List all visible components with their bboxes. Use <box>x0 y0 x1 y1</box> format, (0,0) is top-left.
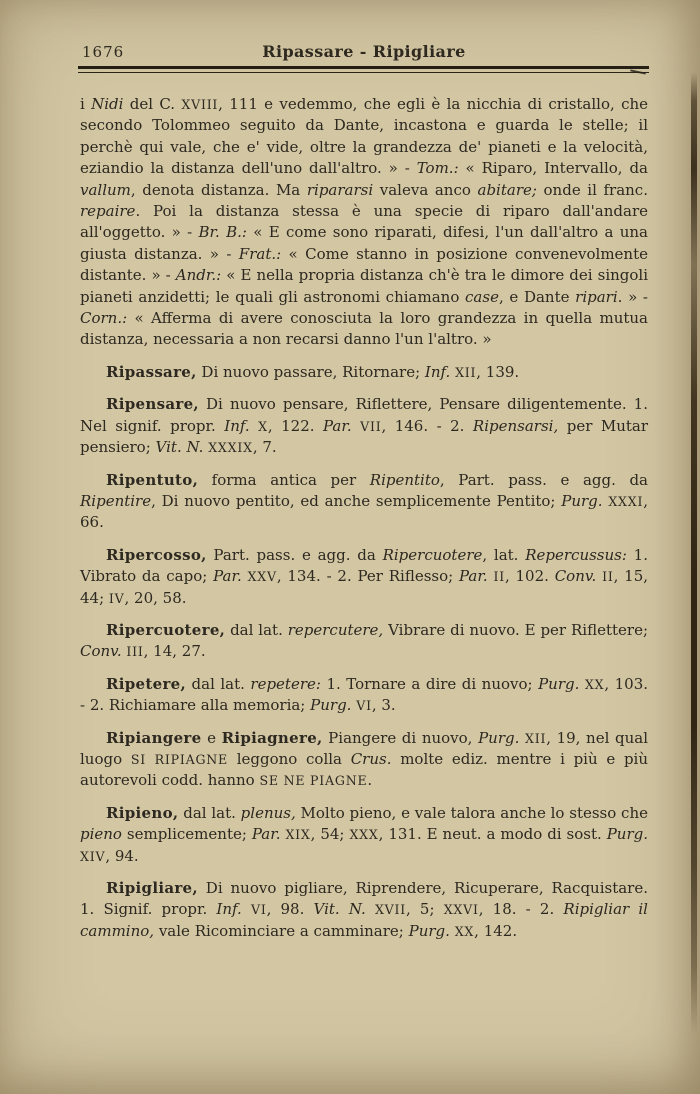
italic-text: Purg. <box>561 491 603 510</box>
entry-headword: Ripieno, <box>106 803 179 822</box>
text-segment: semplicemente; <box>121 825 252 844</box>
italic-text: Conv. <box>554 567 597 586</box>
text-segment: , 18. - 2. <box>478 900 564 919</box>
text-segment: dal lat. <box>178 803 241 822</box>
text-segment: Di nuovo pigliare, Riprendere, Ricuperare, Racquistare. 1. Signif. propr. <box>80 879 648 919</box>
italic-text: Ripentito <box>369 470 440 489</box>
entry-ripetere <box>80 674 648 717</box>
entry-headword: Ripensare, <box>106 395 199 414</box>
text-segment: « Afferma di avere conosciuta la loro grandezza in quella mutua distanza, necessaria a non recarsi danno l'un l'altro. » <box>80 309 648 349</box>
text-segment: Di nuovo pensare, Riflettere, Pensare diligentemente. 1. Nel signif. propr. <box>80 395 648 435</box>
text-segment: « Come stanno in posizione convenevolmente distante. » - <box>80 244 648 285</box>
italic-text: Par. <box>251 825 281 844</box>
text-segment: 1. Tornare a dire di nuovo; <box>320 674 539 693</box>
italic-text: Purg. <box>478 728 520 747</box>
ink-mark <box>630 69 646 74</box>
text-segment: , 111 e vedemmo, che egli è la nicchia di cristallo, che secondo Tolommeo seguito da Dante, incastona e guarda le stelle; il perchè qui vale, che e' vide, oltre la grandezza de' pianeti e la velocità, eziandio la distanza dell'uno dall'altro. » - <box>80 95 649 178</box>
entry-ripercuotere <box>80 620 648 663</box>
italic-text: Br. B.: <box>198 223 247 242</box>
entry-ripieno <box>80 803 648 867</box>
italic-text: Frat.: <box>238 244 282 263</box>
smallcaps-text: VII <box>360 418 382 434</box>
italic-text: Corn.: <box>80 309 128 328</box>
italic-text: abitare; <box>477 180 537 199</box>
entry-ripensare <box>80 394 648 458</box>
smallcaps-text: II <box>493 569 505 585</box>
text-segment: per Mutar pensiero; <box>80 416 648 457</box>
text-segment: Di nuovo passare, Ritornare; <box>196 362 425 381</box>
entry-headword: Ripentuto, <box>106 470 199 489</box>
text-segment: del C. <box>123 95 182 113</box>
text-segment: , 20, 58. <box>124 588 187 607</box>
entry-headword: Ripiangere <box>106 728 202 747</box>
text-segment: , 122. <box>267 416 323 435</box>
text-segment: . » - <box>617 287 649 306</box>
text-segment: , 14, 27. <box>143 642 206 661</box>
smallcaps-text: XXXI <box>608 493 644 509</box>
text-segment: , 146. - 2. <box>381 416 473 435</box>
text-segment: e <box>201 728 222 747</box>
text-segment: , 102. <box>504 567 555 586</box>
italic-text: Tom.: <box>416 159 459 178</box>
text-segment: , lat. <box>482 545 526 564</box>
text-segment: , 103. - 2. Richiamare alla memoria; <box>80 674 648 715</box>
text-segment: , denota distanza. Ma <box>130 180 307 199</box>
text-segment: , 7. <box>252 438 277 457</box>
entry-ripercosso <box>80 545 648 609</box>
text-segment: onde il franc. <box>536 180 648 199</box>
text-segment: . <box>367 771 373 790</box>
smallcaps-text: XXVI <box>443 902 479 918</box>
entry-ripiangere <box>80 728 648 792</box>
smallcaps-text: SI RIPIAGNE <box>130 751 228 767</box>
header-rule-thick <box>78 66 649 69</box>
italic-text: Inf. <box>424 362 451 381</box>
italic-text: vallum <box>80 180 131 199</box>
binding-edge-shadow <box>691 72 697 1034</box>
text-segment: Piangere di nuovo, <box>322 728 479 747</box>
italic-text: repetere: <box>250 674 321 693</box>
smallcaps-text: X <box>258 418 268 434</box>
text-segment <box>250 417 258 435</box>
smallcaps-text: XXV <box>247 569 277 585</box>
italic-text: Crus. <box>350 749 392 768</box>
text-segment: leggono colla <box>227 749 351 768</box>
page-header <box>80 42 648 62</box>
text-segment <box>366 900 375 918</box>
text-segment: , 66. <box>80 491 648 532</box>
text-segment: . Poi la distanza stessa è una specie di riparo dall'andare all'oggetto. » - <box>80 202 648 242</box>
header-rule-thin <box>78 72 649 73</box>
text-segment: , 131. E neut. a modo di sost. <box>378 825 607 844</box>
entry-ripentuto <box>80 470 648 534</box>
italic-text: Repercussus: <box>525 545 627 564</box>
italic-text: Ripercuotere <box>382 545 483 564</box>
smallcaps-text: XII <box>525 730 547 746</box>
italic-text: Ripensarsi, <box>472 416 559 435</box>
italic-text: Par. <box>323 416 352 435</box>
text-segment: , e Dante <box>498 287 576 306</box>
text-segment: , Di nuovo pentito, ed anche semplicemente Pentito; <box>151 491 562 510</box>
text-segment: Vibrare di nuovo. E per Riflettere; <box>383 620 648 639</box>
italic-text: Ripigliar il cammino, <box>80 900 648 940</box>
italic-text: Ripentire <box>80 491 152 510</box>
text-segment: « E nella propria distanza ch'è tra le dimore dei singoli pianeti anzidetti; le quali gli astronomi chiamano <box>80 266 649 306</box>
italic-text: Conv. <box>80 642 122 661</box>
italic-text: Andr.: <box>175 266 222 285</box>
page-body <box>80 94 648 942</box>
continuation-paragraph <box>80 94 648 351</box>
smallcaps-text: XIX <box>285 827 311 843</box>
text-segment: , 3. <box>371 696 396 715</box>
smallcaps-text: IV <box>108 590 125 606</box>
italic-text: Vit. N. <box>313 900 366 919</box>
entry-headword: Ripercosso, <box>106 545 207 564</box>
text-segment: , 98. <box>266 900 314 919</box>
italic-text: plenus, <box>240 803 296 822</box>
text-segment: forma antica per <box>198 470 370 489</box>
text-segment: , 94. <box>105 846 139 865</box>
text-segment: , 54; <box>310 825 350 844</box>
italic-text: Purg. <box>310 696 352 715</box>
text-segment: , 19, nel qual luogo <box>80 728 648 768</box>
italic-text: pieno <box>80 825 122 844</box>
italic-text: Purg. <box>606 825 648 844</box>
smallcaps-text: II <box>602 569 614 585</box>
smallcaps-text: XVII <box>374 902 406 918</box>
italic-text: repercutere, <box>287 620 384 639</box>
text-segment: molte ediz. mentre i più e più autorevoli codd. hanno <box>80 749 649 790</box>
smallcaps-text: VI <box>356 698 372 714</box>
smallcaps-text: SE NE PIAGNE <box>259 773 368 789</box>
smallcaps-text: VI <box>250 902 267 918</box>
text-segment: « E come sono riparati, difesi, l'un dall'altro a una giusta distanza. » - <box>80 223 648 263</box>
text-segment: , 5; <box>406 900 444 919</box>
italic-text: Purg. <box>538 674 580 693</box>
entry-headword: Ripercuotere, <box>106 620 226 639</box>
italic-text: Inf. <box>224 416 250 435</box>
text-segment: vale Ricominciare a camminare; <box>154 921 409 940</box>
entry-headword: Ripiagnere, <box>221 728 323 747</box>
entry-headword: Ripassare, <box>106 362 197 381</box>
smallcaps-text: XX <box>454 923 475 939</box>
smallcaps-text: XIV <box>80 848 106 864</box>
text-segment: , 142. <box>474 921 518 940</box>
italic-text: Par. <box>213 567 242 586</box>
text-segment: 1. Vibrato da capo; <box>80 545 648 586</box>
italic-text: ripararsi <box>306 180 374 199</box>
text-segment: Part. pass. e agg. da <box>206 545 383 564</box>
entry-headword: Ripetere, <box>106 674 187 693</box>
smallcaps-text: XXX <box>349 827 379 843</box>
text-segment <box>242 900 251 918</box>
text-segment: , Part. pass. e agg. da <box>439 470 649 489</box>
page-number: 1676 <box>82 43 125 61</box>
text-segment: dal lat. <box>186 674 251 693</box>
entry-ripigliare <box>80 878 648 942</box>
text-segment: , 134. - 2. Per Riflesso; <box>276 567 460 586</box>
text-segment: , 15, 44; <box>80 567 649 607</box>
text-segment: , 139. <box>476 362 520 381</box>
text-segment: Molto pieno, e vale talora anche lo stesso che <box>295 803 648 822</box>
italic-text: Vit. N. <box>155 438 204 457</box>
text-segment <box>352 417 360 435</box>
italic-text: Inf. <box>216 900 242 919</box>
italic-text: Par. <box>459 567 488 586</box>
entry-ripassare <box>80 362 648 383</box>
italic-text: case <box>465 287 499 306</box>
text-segment: « Riparo, Intervallo, da <box>458 159 648 178</box>
text-segment: i <box>80 95 92 113</box>
text-segment: dal lat. <box>225 620 288 639</box>
smallcaps-text: XVIII <box>181 97 219 112</box>
entry-headword: Ripigliare, <box>106 879 198 897</box>
smallcaps-text: III <box>126 644 144 660</box>
running-title: Ripassare - Ripigliare <box>262 42 466 61</box>
italic-text: repaire <box>80 202 136 221</box>
italic-text: Purg. <box>408 921 450 940</box>
italic-text: Nidi <box>91 95 124 113</box>
text-segment: valeva anco <box>373 180 478 199</box>
italic-text: ripari <box>575 287 618 306</box>
smallcaps-text: XX <box>584 676 605 692</box>
smallcaps-text: XII <box>455 364 477 380</box>
smallcaps-text: XXXIX <box>208 440 253 456</box>
